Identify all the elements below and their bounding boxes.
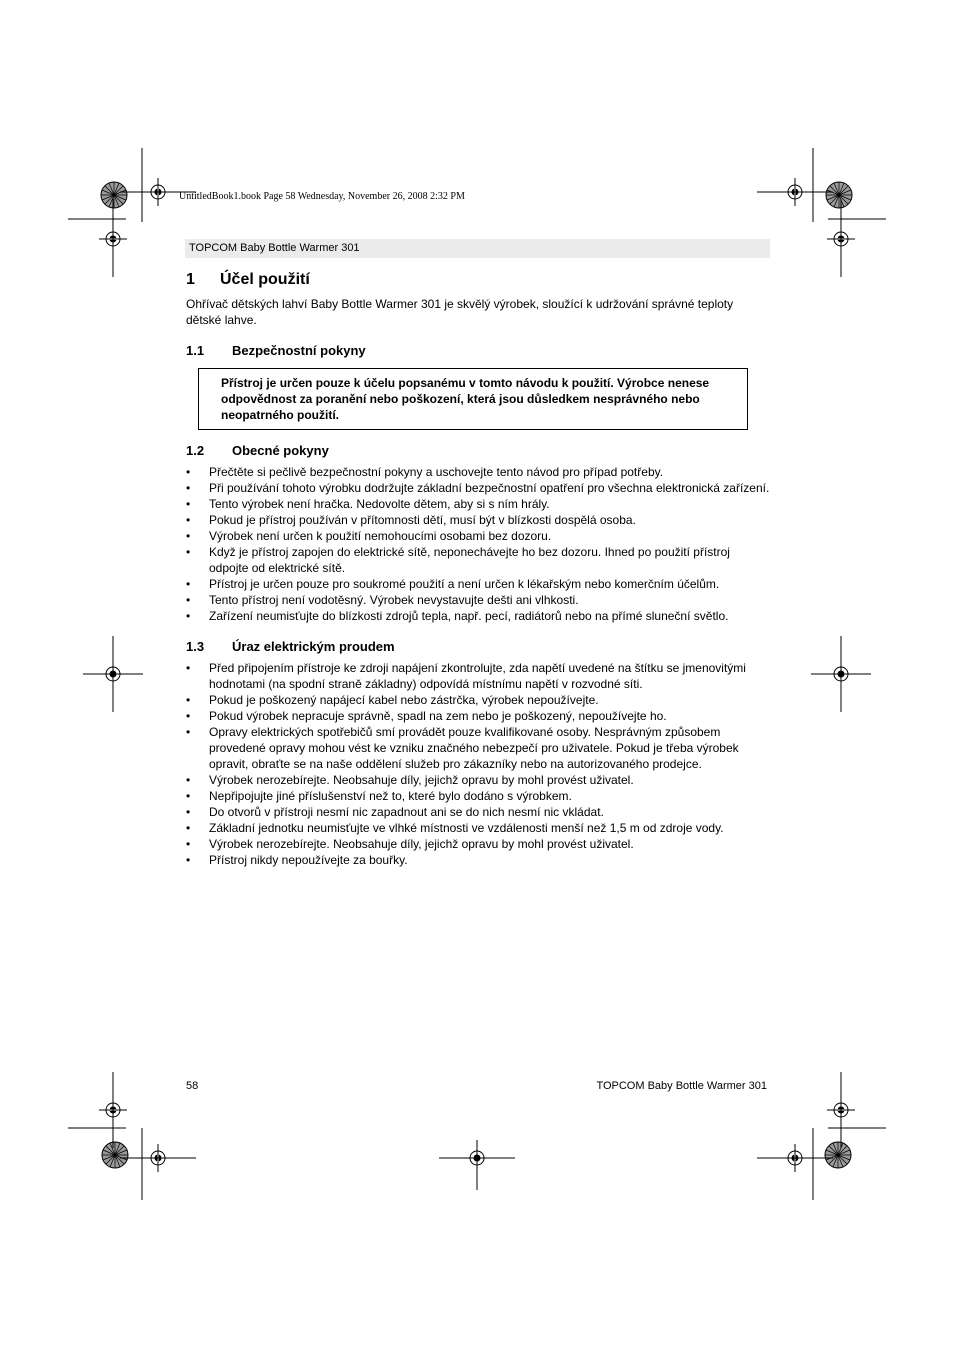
safety-warning-box: Přístroj je určen pouze k účelu popsanému v tomto návodu k použití. Výrobce nenese odpovědnost za poranění nebo poškození, která jsou důsledkem nesprávného nebo neopatrného použití. [198,368,748,430]
list-item: • Pokud je přístroj používán v přítomnosti dětí, musí být v blízkosti dospělá osoba. [186,512,770,528]
section-1-3-heading [186,638,770,656]
section-1-number: 1 [186,271,195,288]
list-item: • Tento přístroj není vodotěsný. Výrobek nevystavujte dešti ani vlhkosti. [186,592,770,608]
section-1-2-heading [186,442,770,460]
list-item: • Výrobek není určen k použití nemohoucími osobami bez dozoru. [186,528,770,544]
list-item: • Pokud je poškozený napájecí kabel nebo zástrčka, výrobek nepoužívejte. [186,692,770,708]
list-item: • Přístroj je určen pouze pro soukromé použití a není určen k lékařským nebo komerčním účelům. [186,576,770,592]
page-number: 58 [186,1080,199,1092]
section-1-1-title: Bezpečnostní pokyny [232,343,366,358]
list-item: • Před připojením přístroje ke zdroji napájení zkontrolujte, zda napětí uvedené na štítku se jmenovitými hodnotami (na spodní straně základny) odpovídá místnímu napětí v rozvodné síti. [186,660,770,692]
section-1-2-title: Obecné pokyny [232,443,329,458]
section-1-heading [186,268,770,292]
list-item: • Pokud výrobek nepracuje správně, spadl na zem nebo je poškozený, nepoužívejte ho. [186,708,770,724]
footer-title: TOPCOM Baby Bottle Warmer 301 [596,1080,767,1092]
section-1-3-title: Úraz elektrickým proudem [232,639,395,654]
section-1-2-number: 1.2 [186,443,205,458]
general-instructions-list [186,464,770,624]
list-item: • Do otvorů v přístroji nesmí nic zapadnout ani se do nich nesmí nic vkládat. [186,804,770,820]
section-1-3-number: 1.3 [186,639,205,654]
list-item: • Základní jednotku neumisťujte ve vlhké místnosti ve vzdálenosti menší než 1,5 m od zdroje vody. [186,820,770,836]
list-item: • Výrobek nerozebírejte. Neobsahuje díly, jejichž opravu by mohl provést uživatel. [186,772,770,788]
section-1-1-heading [186,342,770,360]
list-item: • Zařízení neumisťujte do blízkosti zdrojů tepla, např. pecí, radiátorů nebo na přímé sluneční světlo. [186,608,770,624]
list-item: • Při používání tohoto výrobku dodržujte základní bezpečnostní opatření pro všechna elektronická zařízení. [186,480,770,496]
list-item: • Výrobek nerozebírejte. Neobsahuje díly, jejichž opravu by mohl provést uživatel. [186,836,770,852]
section-1-intro: Ohřívač dětských lahví Baby Bottle Warmer 301 je skvělý výrobek, sloužící k udržování správné teploty dětské lahve. [186,297,734,327]
print-slug: UntitledBook1.book Page 58 Wednesday, November 26, 2008 2:32 PM [179,191,465,202]
list-item: • Přístroj nikdy nepoužívejte za bouřky. [186,852,770,868]
running-header [185,239,770,258]
list-item: • Když je přístroj zapojen do elektrické sítě, neponechávejte ho bez dozoru. Ihned po použití přístroj odpojte od elektrické sítě. [186,544,770,576]
section-1-1-number: 1.1 [186,343,205,358]
list-item: • Tento výrobek není hračka. Nedovolte dětem, aby si s ním hrály. [186,496,770,512]
section-1-title: Účel použití [220,271,310,288]
header-title: TOPCOM Baby Bottle Warmer 301 [189,242,360,254]
electric-shock-list [186,660,770,868]
page-content [186,268,770,868]
list-item: • Opravy elektrických spotřebičů smí provádět pouze kvalifikované osoby. Nesprávným způsobem provedené opravy mohou vést ke vzniku značného nebezpečí pro uživatele. Pokud je třeba výrobek opravit, obraťte se na naše oddělení služeb pro zákazníky nebo na autorizovaného prodejce. [186,724,770,772]
list-item: • Přečtěte si pečlivě bezpečnostní pokyny a uschovejte tento návod pro případ potřeby. [186,464,770,480]
list-item: • Nepřipojujte jiné příslušenství než to, které bylo dodáno s výrobkem. [186,788,770,804]
